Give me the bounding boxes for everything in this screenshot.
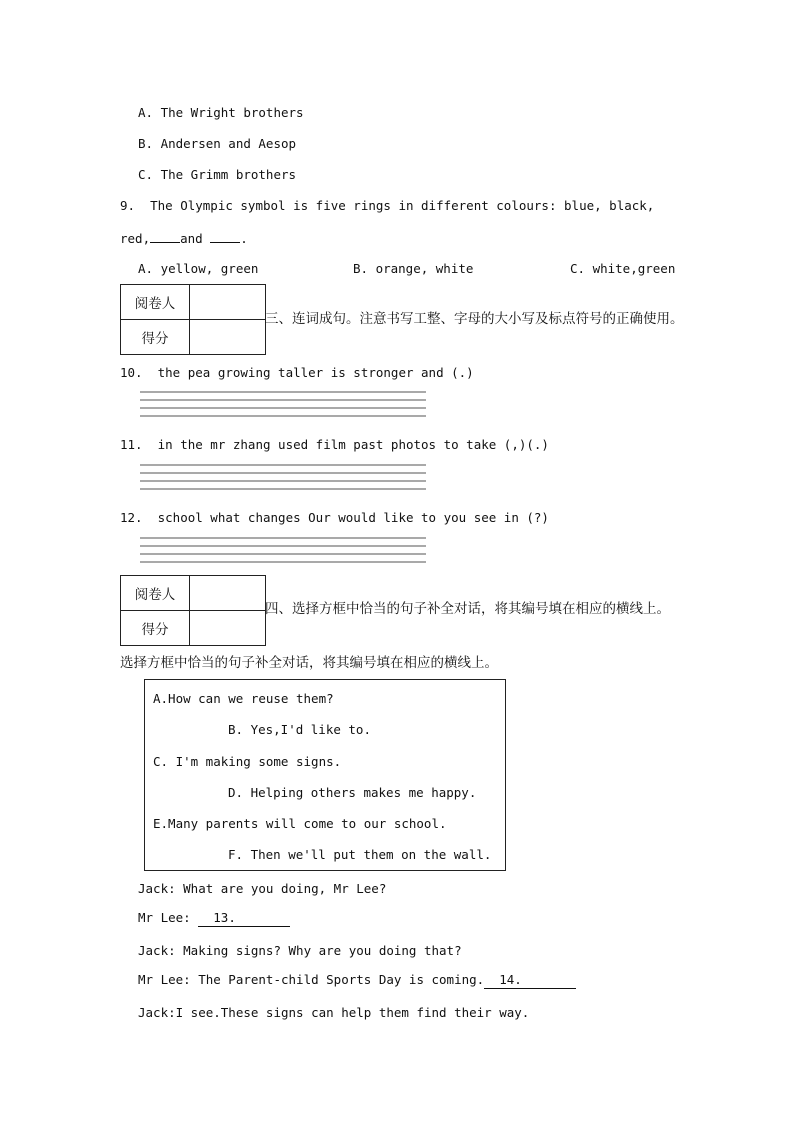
q9-option-b: B. orange, white: [353, 261, 474, 276]
q12-text: 12. school what changes Our would like to you see in (?): [120, 510, 549, 525]
q9-option-c: C. white,green: [570, 261, 676, 276]
dialogue-line-5: Jack:I see.These signs can help them find their way.: [138, 1005, 530, 1020]
sentence-option-box: [144, 679, 506, 871]
score-box-2: [120, 575, 266, 646]
q11-text: 11. in the mr zhang used film past photos to take (,)(.): [120, 437, 549, 452]
score-label: 得分: [121, 611, 190, 646]
q12-answer-lines[interactable]: [140, 537, 426, 571]
option-f: F. Then we'll put them on the wall.: [228, 847, 492, 862]
q10-answer-lines[interactable]: [140, 391, 426, 425]
dialogue-line-3: Jack: Making signs? Why are you doing that?: [138, 943, 462, 958]
blank-number: 13.: [213, 910, 236, 925]
q9-stem2-pre: red,: [120, 231, 151, 246]
q10-text: 10. the pea growing taller is stronger and (.): [120, 365, 474, 380]
reviewer-label: 阅卷人: [121, 576, 190, 611]
score-label: 得分: [121, 320, 190, 355]
q8-option-a: A. The Wright brothers: [138, 105, 304, 120]
dialogue-line-2: [138, 910, 290, 927]
option-e: E.Many parents will come to our school.: [153, 816, 447, 831]
reviewer-cell[interactable]: [190, 576, 266, 611]
blank-number: 14.: [499, 972, 522, 987]
q9-stem2-mid: and: [180, 231, 203, 246]
q9-option-a: A. yellow, green: [138, 261, 259, 276]
q9-stem2-end: .: [240, 231, 248, 246]
dialogue-line-4-text: Mr Lee: The Parent-child Sports Day is coming.: [138, 972, 485, 987]
q11-answer-lines[interactable]: [140, 464, 426, 498]
score-box-1: [120, 284, 266, 355]
answer-blank-13[interactable]: [198, 910, 290, 927]
dialogue-line-4: [138, 972, 576, 989]
q9-stem: 9. The Olympic symbol is five rings in different colours: blue, black,: [120, 198, 655, 213]
reviewer-cell[interactable]: [190, 285, 266, 320]
option-d: D. Helping others makes me happy.: [228, 785, 477, 800]
section-4-title: 四、选择方框中恰当的句子补全对话，将其编号填在相应的横线上。: [265, 601, 670, 617]
reviewer-label: 阅卷人: [121, 285, 190, 320]
dialogue-line-1: Jack: What are you doing, Mr Lee?: [138, 881, 387, 896]
option-b: B. Yes,I'd like to.: [228, 722, 371, 737]
option-a: A.How can we reuse them?: [153, 691, 334, 706]
score-cell[interactable]: [190, 320, 266, 355]
answer-blank-14[interactable]: [484, 972, 576, 989]
q9-stem-line2: [120, 231, 248, 247]
q8-option-c: C. The Grimm brothers: [138, 167, 297, 182]
dialogue-speaker: Mr Lee:: [138, 910, 199, 925]
q9-blank-1: [150, 242, 180, 243]
q8-option-b: B. Andersen and Aesop: [138, 136, 297, 151]
score-cell[interactable]: [190, 611, 266, 646]
section-4-instruction: 选择方框中恰当的句子补全对话，将其编号填在相应的横线上。: [120, 655, 498, 671]
q9-blank-2: [210, 242, 240, 243]
section-3-title: 三、连词成句。注意书写工整、字母的大小写及标点符号的正确使用。: [265, 311, 684, 327]
option-c: C. I'm making some signs.: [153, 754, 342, 769]
